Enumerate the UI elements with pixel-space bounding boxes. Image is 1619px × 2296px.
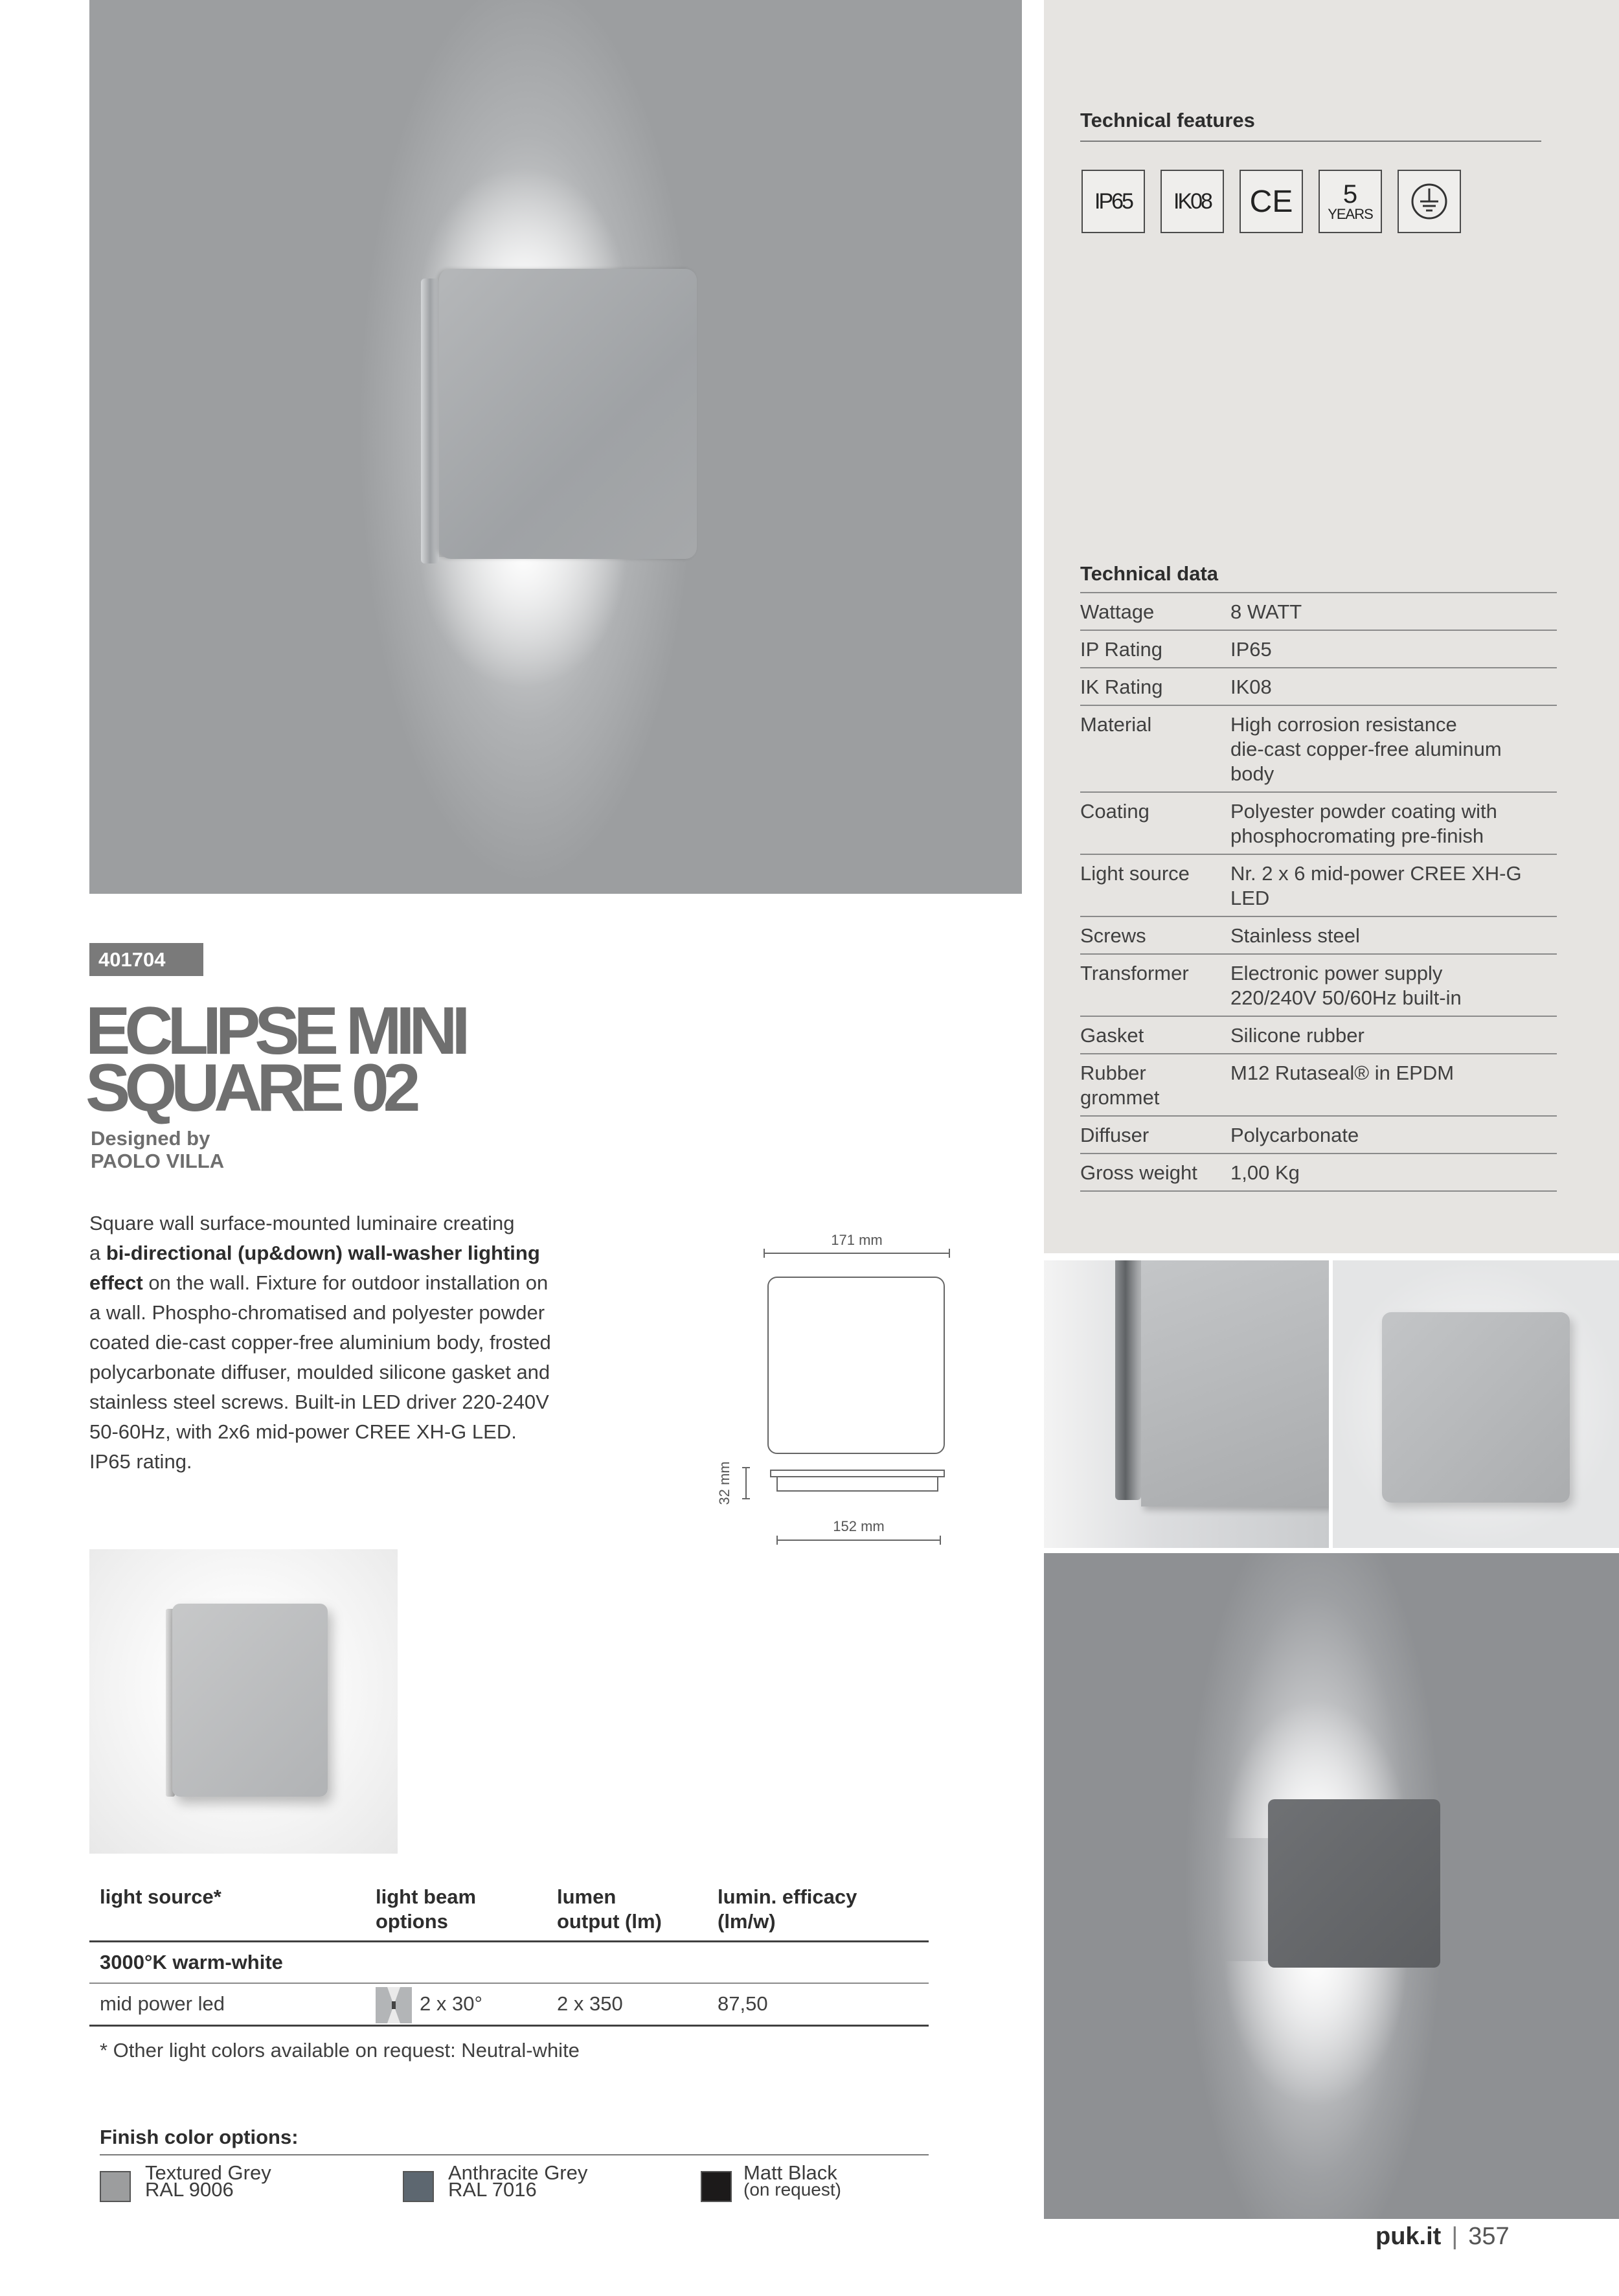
beam-value: 2 x 30° bbox=[420, 1992, 482, 2015]
finish-label-matt-black bbox=[743, 2161, 841, 2199]
ground-symbol-icon bbox=[1398, 170, 1461, 233]
light-footnote: * Other light colors available on request: Neutral-white bbox=[100, 2039, 580, 2062]
designer-name: PAOLO VILLA bbox=[91, 1150, 225, 1172]
spec-value: IP65 bbox=[1230, 638, 1272, 661]
description-highlight: bi-directional (up&down) wall-washer lighting bbox=[106, 1242, 540, 1264]
color-temperature-group: 3000°K warm-white bbox=[89, 1942, 929, 1984]
finish-label-textured-grey bbox=[145, 2161, 271, 2201]
product-photo-lit-anthracite bbox=[1044, 1553, 1619, 2219]
header-luminous-efficacy: lumin. efficacy (lm/w) bbox=[718, 1885, 857, 1933]
swatch-textured-grey bbox=[100, 2171, 131, 2202]
spec-value: Nr. 2 x 6 mid-power CREE XH-G LED bbox=[1230, 862, 1522, 909]
product-photo-angled bbox=[89, 1549, 398, 1854]
table-row bbox=[1080, 954, 1557, 1016]
ip65-badge bbox=[1081, 170, 1145, 233]
product-description bbox=[89, 1209, 646, 1477]
warranty-badge bbox=[1319, 170, 1382, 233]
spec-label: Light source bbox=[1080, 862, 1190, 885]
description-line: 50-60Hz, with 2x6 mid-power CREE XH-G LED. bbox=[89, 1420, 517, 1443]
finish-ral: (on request) bbox=[743, 2179, 841, 2199]
spec-label: Coating bbox=[1080, 800, 1149, 823]
table-row bbox=[89, 1983, 929, 2025]
header-beam-options: light beam options bbox=[376, 1885, 477, 1933]
designer-credit bbox=[91, 1127, 224, 1172]
product-title-line1: ECLIPSE MINI bbox=[85, 994, 465, 1069]
table-row bbox=[1080, 705, 1557, 792]
swatch-matt-black bbox=[701, 2171, 732, 2202]
finish-name: Anthracite Grey bbox=[448, 2161, 588, 2184]
product-title-line2: SQUARE 02 bbox=[85, 1051, 415, 1126]
spec-label: Rubber grommet bbox=[1080, 1062, 1160, 1109]
finish-divider bbox=[100, 2154, 929, 2155]
technical-data-title: Technical data bbox=[1080, 562, 1219, 585]
warranty-years-unit: YEARS bbox=[1328, 206, 1373, 222]
footer-separator: | bbox=[1451, 2223, 1458, 2250]
finish-name: Textured Grey bbox=[145, 2161, 271, 2184]
table-row bbox=[1080, 1154, 1557, 1191]
table-row bbox=[1080, 792, 1557, 854]
table-row bbox=[1080, 1116, 1557, 1154]
features-divider bbox=[1080, 141, 1541, 142]
light-table-header bbox=[89, 1885, 929, 1942]
ik08-label: IK08 bbox=[1173, 188, 1211, 214]
description-line: a wall. Phospho-chromatised and polyester powder bbox=[89, 1301, 545, 1324]
spec-value: Electronic power supply 220/240V 50/60Hz built-in bbox=[1230, 962, 1462, 1009]
spec-label: IP Rating bbox=[1080, 638, 1162, 661]
table-row bbox=[1080, 668, 1557, 705]
table-row bbox=[1080, 1054, 1557, 1116]
spec-label: Transformer bbox=[1080, 962, 1189, 984]
spec-label: Screws bbox=[1080, 924, 1146, 947]
product-photo-detail-side bbox=[1044, 1260, 1329, 1548]
lamp-front-plate bbox=[439, 269, 697, 559]
cell-lumen: 2 x 350 bbox=[547, 1983, 707, 2025]
spec-value: High corrosion resistance die-cast copper-free aluminum body bbox=[1230, 713, 1502, 785]
page-number: 357 bbox=[1468, 2223, 1510, 2250]
width-dimension-label: 171 mm bbox=[831, 1232, 883, 1248]
product-photo-front bbox=[1333, 1260, 1619, 1548]
light-source-table bbox=[89, 1885, 929, 2027]
ce-mark-label: CE bbox=[1249, 184, 1293, 219]
website-link[interactable]: puk.it bbox=[1376, 2223, 1442, 2250]
ce-mark-badge bbox=[1240, 170, 1303, 233]
finish-name: Matt Black bbox=[743, 2161, 837, 2184]
finish-ral: RAL 9006 bbox=[145, 2178, 234, 2201]
technical-features-title: Technical features bbox=[1080, 109, 1255, 131]
description-line: stainless steel screws. Built-in LED driver 220-240V bbox=[89, 1391, 549, 1413]
ik08-badge bbox=[1160, 170, 1224, 233]
side-view-plate bbox=[771, 1470, 944, 1477]
table-row bbox=[1080, 593, 1557, 630]
cell-source: mid power led bbox=[89, 1983, 365, 2025]
table-row bbox=[1080, 1016, 1557, 1054]
description-line: a bi-directional (up&down) wall-washer lighting bbox=[89, 1242, 540, 1264]
product-code-badge: 401704 bbox=[89, 943, 203, 976]
spec-value: IK08 bbox=[1230, 676, 1272, 698]
spec-label: Wattage bbox=[1080, 600, 1155, 623]
spec-label: Gross weight bbox=[1080, 1161, 1197, 1184]
ip65-label: IP65 bbox=[1094, 188, 1132, 214]
front-view-outline bbox=[768, 1277, 944, 1453]
designed-by-label: Designed by bbox=[91, 1127, 210, 1150]
side-view-body bbox=[777, 1477, 938, 1491]
spec-value: M12 Rutaseal® in EPDM bbox=[1230, 1062, 1455, 1084]
light-glow-up bbox=[394, 26, 653, 298]
page-footer bbox=[1376, 2223, 1510, 2251]
spec-value: 1,00 Kg bbox=[1230, 1161, 1300, 1184]
cell-efficacy: 87,50 bbox=[707, 1983, 929, 2025]
technical-drawing bbox=[712, 1224, 971, 1554]
header-lumen-output: lumen output (lm) bbox=[557, 1885, 662, 1933]
lamp-side-edge bbox=[421, 278, 439, 563]
description-line: coated die-cast copper-free aluminium body, frosted bbox=[89, 1331, 551, 1354]
spec-value: Polyester powder coating with phosphocromating pre-finish bbox=[1230, 800, 1497, 847]
spec-value: Polycarbonate bbox=[1230, 1124, 1359, 1146]
cell-beam bbox=[365, 1983, 547, 2025]
depth-dimension-label: 32 mm bbox=[716, 1461, 732, 1505]
spec-label: IK Rating bbox=[1080, 676, 1163, 698]
spec-value: 8 WATT bbox=[1230, 600, 1302, 623]
finish-ral: RAL 7016 bbox=[448, 2178, 537, 2201]
finish-label-anthracite-grey bbox=[448, 2161, 588, 2201]
table-row bbox=[89, 1942, 929, 1984]
base-dimension-label: 152 mm bbox=[833, 1518, 885, 1534]
description-line: polycarbonate diffuser, moulded silicone gasket and bbox=[89, 1361, 550, 1383]
description-line: IP65 rating. bbox=[89, 1450, 192, 1473]
technical-data-table bbox=[1080, 592, 1557, 1192]
description-line: effect on the wall. Fixture for outdoor installation on bbox=[89, 1271, 549, 1294]
hero-product-photo bbox=[89, 0, 1022, 894]
beam-direction-icon bbox=[376, 1987, 412, 2023]
spec-label: Gasket bbox=[1080, 1024, 1144, 1047]
swatch-anthracite-grey bbox=[403, 2171, 434, 2202]
spec-label: Diffuser bbox=[1080, 1124, 1149, 1146]
table-row bbox=[1080, 630, 1557, 668]
table-row bbox=[1080, 916, 1557, 954]
spec-label: Material bbox=[1080, 713, 1152, 736]
description-line: Square wall surface-mounted luminaire creating bbox=[89, 1212, 515, 1234]
finish-options-title: Finish color options: bbox=[100, 2126, 299, 2148]
spec-value: Stainless steel bbox=[1230, 924, 1360, 947]
spec-value: Silicone rubber bbox=[1230, 1024, 1364, 1047]
description-highlight: effect bbox=[89, 1271, 143, 1294]
header-light-source: light source* bbox=[100, 1885, 221, 1908]
table-row bbox=[1080, 854, 1557, 916]
light-glow-down bbox=[394, 557, 653, 829]
warranty-years-number: 5 bbox=[1342, 180, 1358, 209]
